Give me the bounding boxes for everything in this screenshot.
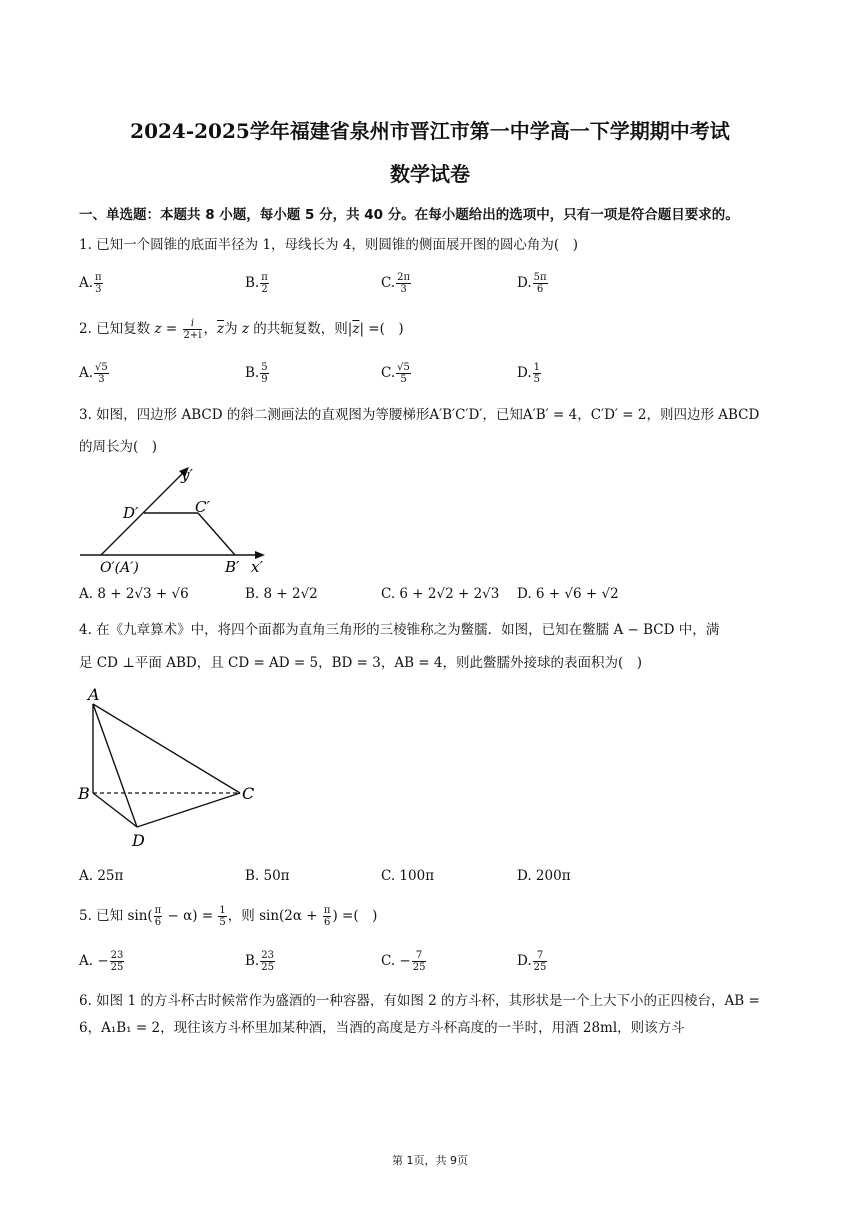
q2-option-a: A. $\frac{√5}{3}$ [79, 362, 108, 385]
q4-option-c: C. 100π [381, 868, 435, 884]
q5-option-a: A. − $\frac{23}{25}$ [79, 950, 124, 973]
fig-label-d: D′ [123, 504, 139, 522]
q3-option-c: C. 6 + 2√2 + 2√3 [381, 586, 500, 602]
q4-option-b: B. 50π [245, 868, 290, 884]
fig-label-b: B′ [225, 558, 240, 576]
fig-label-o: O′(A′) [100, 560, 139, 576]
fig-label-x: x′ [251, 558, 263, 576]
question-3-line2: 的周长为( ) [79, 439, 158, 455]
question-5: 5. 已知 sin( $\frac{\pi}{6}$ − α) = $\frac{1}{5}$ ，则 sin(2α + $\frac{\pi}{6}$ ) =( ) [79, 905, 378, 928]
q2-option-d: D. $\frac{1}{5}$ [517, 362, 541, 385]
q1-option-c: C. $\frac{2\pi}{3}$ [381, 272, 411, 295]
q1-option-d: D. $\frac{5\pi}{6}$ [517, 272, 547, 295]
question-2: 2. 已知复数 z = $\frac{i}{2+i}$ ，$\overline{z}$为 z 的共轭复数，则$|\overline{z}|$ =( ) [79, 318, 404, 341]
exam-title: 2024-2025学年福建省泉州市晋江市第一中学高一下学期期中考试 [130, 119, 730, 143]
fig-label-a: A [88, 685, 100, 704]
fig-label-d: D [132, 831, 145, 850]
fig-label-y: y′ [181, 466, 193, 484]
q5-option-d: D. $\frac{7}{25}$ [517, 950, 547, 973]
exam-subtitle: 数学试卷 [390, 162, 470, 186]
question-6: 6. 如图 1 的方斗杯古时候常作为盛酒的一种容器，有如图 2 的方斗杯，其形状是一个上大下小的正四棱台，AB = 6，A₁B₁ = 2，现往该方斗杯里加某种酒，当酒的高度是方斗杯高度的一半时，用酒 28ml，则该方斗 [79, 993, 760, 1036]
question-1: 1. 已知一个圆锥的底面半径为 1，母线长为 4，则圆锥的侧面展开图的圆心角为( ) [79, 237, 578, 253]
q3-option-a: A. 8 + 2√3 + √6 [79, 586, 189, 602]
question-4-line1: 4. 在《九章算术》中，将四个面都为直角三角形的三棱锥称之为鳖臑．如图，已知在鳖臑 A − BCD 中，满 [79, 622, 720, 638]
fig-label-b: B [78, 784, 90, 803]
q5-option-b: B. $\frac{23}{25}$ [245, 950, 274, 973]
q2-option-c: C. $\frac{√5}{5}$ [381, 362, 410, 385]
question-4-line2: 足 CD ⊥平面 ABD，且 CD = AD = 5，BD = 3，AB = 4，则此鳖臑外接球的表面积为( ) [79, 655, 643, 671]
page-footer: 第 1页，共 9页 [392, 1154, 468, 1167]
question-3-line1: 3. 如图，四边形 ABCD 的斜二测画法的直观图为等腰梯形A′B′C′D′，已知A′B′ = 4，C′D′ = 2，则四边形 ABCD [79, 407, 760, 423]
q1-option-a: A. $\frac{\pi}{3}$ [79, 272, 102, 295]
q3-option-d: D. 6 + √6 + √2 [517, 586, 619, 602]
q2-option-b: B. $\frac{5}{9}$ [245, 362, 268, 385]
q4-figure [72, 682, 272, 852]
fig-label-c: C [242, 784, 255, 803]
q3-option-b: B. 8 + 2√2 [245, 586, 318, 602]
q3-figure [75, 460, 275, 580]
q4-option-d: D. 200π [517, 868, 571, 884]
section-heading: 一、单选题：本题共 8 小题，每小题 5 分，共 40 分。在每小题给出的选项中，只有一项是符合题目要求的。 [79, 207, 739, 223]
q1-option-b: B. $\frac{\pi}{2}$ [245, 272, 268, 295]
q4-option-a: A. 25π [79, 868, 124, 884]
q5-option-c: C. − $\frac{7}{25}$ [381, 950, 426, 973]
fig-label-c: C′ [195, 498, 210, 516]
